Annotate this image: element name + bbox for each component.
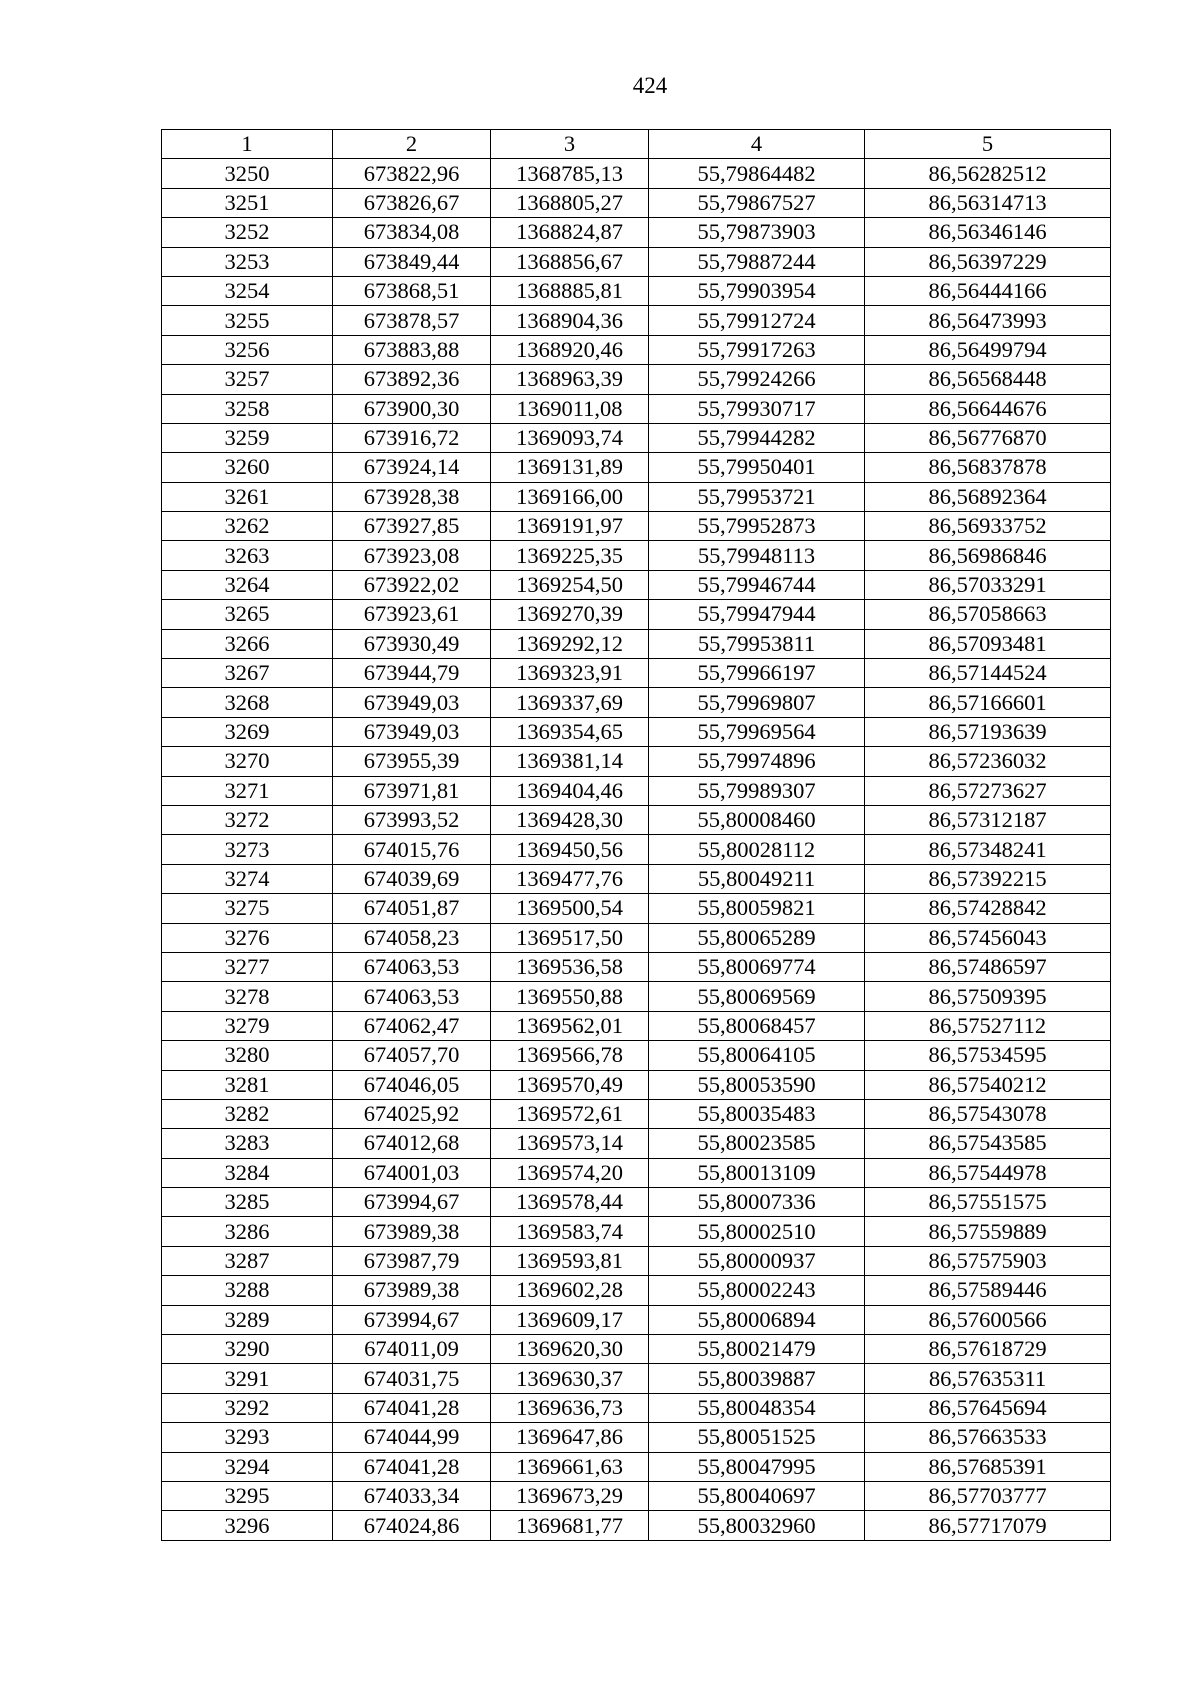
point-number-cell: 3251 <box>162 188 333 217</box>
point-number-cell: 3269 <box>162 717 333 746</box>
longitude-cell: 86,57551575 <box>865 1188 1111 1217</box>
table-row <box>162 952 1111 981</box>
x-coordinate-cell: 674015,76 <box>333 835 491 864</box>
point-number-cell: 3266 <box>162 629 333 658</box>
table-row <box>162 835 1111 864</box>
latitude-cell: 55,79948113 <box>649 541 865 570</box>
longitude-cell: 86,56473993 <box>865 306 1111 335</box>
latitude-cell: 55,80035483 <box>649 1099 865 1128</box>
point-number-cell: 3260 <box>162 453 333 482</box>
y-coordinate-cell: 1369574,20 <box>491 1158 649 1187</box>
latitude-cell: 55,80069774 <box>649 952 865 981</box>
table-row <box>162 159 1111 188</box>
longitude-cell: 86,57559889 <box>865 1217 1111 1246</box>
longitude-cell: 86,57348241 <box>865 835 1111 864</box>
y-coordinate-cell: 1369647,86 <box>491 1423 649 1452</box>
point-number-cell: 3288 <box>162 1276 333 1305</box>
point-number-cell: 3274 <box>162 864 333 893</box>
longitude-cell: 86,57273627 <box>865 776 1111 805</box>
longitude-cell: 86,57486597 <box>865 952 1111 981</box>
longitude-cell: 86,57144524 <box>865 659 1111 688</box>
x-coordinate-cell: 673822,96 <box>333 159 491 188</box>
latitude-cell: 55,79873903 <box>649 218 865 247</box>
latitude-cell: 55,80008460 <box>649 805 865 834</box>
y-coordinate-cell: 1369225,35 <box>491 541 649 570</box>
y-coordinate-cell: 1369573,14 <box>491 1129 649 1158</box>
x-coordinate-cell: 673922,02 <box>333 570 491 599</box>
table-row <box>162 923 1111 952</box>
table-body <box>162 159 1111 1540</box>
longitude-cell: 86,57703777 <box>865 1481 1111 1510</box>
latitude-cell: 55,80002510 <box>649 1217 865 1246</box>
y-coordinate-cell: 1369630,37 <box>491 1364 649 1393</box>
latitude-cell: 55,80047995 <box>649 1452 865 1481</box>
table-row <box>162 747 1111 776</box>
latitude-cell: 55,80048354 <box>649 1393 865 1422</box>
point-number-cell: 3268 <box>162 688 333 717</box>
point-number-cell: 3252 <box>162 218 333 247</box>
y-coordinate-cell: 1368963,39 <box>491 365 649 394</box>
y-coordinate-cell: 1369566,78 <box>491 1041 649 1070</box>
latitude-cell: 55,79944282 <box>649 423 865 452</box>
x-coordinate-cell: 673892,36 <box>333 365 491 394</box>
y-coordinate-cell: 1369570,49 <box>491 1070 649 1099</box>
page-number: 424 <box>632 73 668 98</box>
latitude-cell: 55,79917263 <box>649 335 865 364</box>
column-header-1: 1 <box>162 130 333 159</box>
point-number-cell: 3254 <box>162 276 333 305</box>
x-coordinate-cell: 673989,38 <box>333 1276 491 1305</box>
latitude-cell: 55,79864482 <box>649 159 865 188</box>
table-row <box>162 1305 1111 1334</box>
point-number-cell: 3253 <box>162 247 333 276</box>
point-number-cell: 3276 <box>162 923 333 952</box>
x-coordinate-cell: 673927,85 <box>333 512 491 541</box>
longitude-cell: 86,57534595 <box>865 1041 1111 1070</box>
longitude-cell: 86,57600566 <box>865 1305 1111 1334</box>
longitude-cell: 86,56986846 <box>865 541 1111 570</box>
table-row <box>162 1041 1111 1070</box>
latitude-cell: 55,80068457 <box>649 1011 865 1040</box>
y-coordinate-cell: 1369093,74 <box>491 423 649 452</box>
y-coordinate-cell: 1369550,88 <box>491 982 649 1011</box>
longitude-cell: 86,57093481 <box>865 629 1111 658</box>
latitude-cell: 55,80023585 <box>649 1129 865 1158</box>
x-coordinate-cell: 674063,53 <box>333 982 491 1011</box>
latitude-cell: 55,79989307 <box>649 776 865 805</box>
table-row <box>162 1158 1111 1187</box>
point-number-cell: 3250 <box>162 159 333 188</box>
latitude-cell: 55,79930717 <box>649 394 865 423</box>
point-number-cell: 3290 <box>162 1335 333 1364</box>
latitude-cell: 55,80021479 <box>649 1335 865 1364</box>
longitude-cell: 86,56314713 <box>865 188 1111 217</box>
x-coordinate-cell: 673949,03 <box>333 717 491 746</box>
latitude-cell: 55,80040697 <box>649 1481 865 1510</box>
latitude-cell: 55,79867527 <box>649 188 865 217</box>
x-coordinate-cell: 673989,38 <box>333 1217 491 1246</box>
y-coordinate-cell: 1369517,50 <box>491 923 649 952</box>
latitude-cell: 55,80028112 <box>649 835 865 864</box>
y-coordinate-cell: 1369673,29 <box>491 1481 649 1510</box>
x-coordinate-cell: 674012,68 <box>333 1129 491 1158</box>
table-row <box>162 570 1111 599</box>
longitude-cell: 86,57527112 <box>865 1011 1111 1040</box>
table-row <box>162 1217 1111 1246</box>
point-number-cell: 3271 <box>162 776 333 805</box>
y-coordinate-cell: 1369450,56 <box>491 835 649 864</box>
point-number-cell: 3258 <box>162 394 333 423</box>
latitude-cell: 55,80000937 <box>649 1246 865 1275</box>
x-coordinate-cell: 673923,61 <box>333 600 491 629</box>
point-number-cell: 3292 <box>162 1393 333 1422</box>
table-row <box>162 1188 1111 1217</box>
point-number-cell: 3255 <box>162 306 333 335</box>
point-number-cell: 3285 <box>162 1188 333 1217</box>
longitude-cell: 86,57635311 <box>865 1364 1111 1393</box>
x-coordinate-cell: 674031,75 <box>333 1364 491 1393</box>
latitude-cell: 55,79966197 <box>649 659 865 688</box>
y-coordinate-cell: 1369011,08 <box>491 394 649 423</box>
longitude-cell: 86,57166601 <box>865 688 1111 717</box>
table-row <box>162 1481 1111 1510</box>
longitude-cell: 86,57543078 <box>865 1099 1111 1128</box>
longitude-cell: 86,57033291 <box>865 570 1111 599</box>
table-row <box>162 423 1111 452</box>
longitude-cell: 86,57193639 <box>865 717 1111 746</box>
x-coordinate-cell: 673868,51 <box>333 276 491 305</box>
table-row <box>162 453 1111 482</box>
point-number-cell: 3265 <box>162 600 333 629</box>
table-row <box>162 394 1111 423</box>
column-header-3: 3 <box>491 130 649 159</box>
latitude-cell: 55,80013109 <box>649 1158 865 1187</box>
point-number-cell: 3261 <box>162 482 333 511</box>
latitude-cell: 55,79953811 <box>649 629 865 658</box>
column-header-5: 5 <box>865 130 1111 159</box>
table-row <box>162 1129 1111 1158</box>
x-coordinate-cell: 674063,53 <box>333 952 491 981</box>
x-coordinate-cell: 674024,86 <box>333 1511 491 1540</box>
x-coordinate-cell: 673949,03 <box>333 688 491 717</box>
longitude-cell: 86,56892364 <box>865 482 1111 511</box>
table-row <box>162 1276 1111 1305</box>
point-number-cell: 3277 <box>162 952 333 981</box>
longitude-cell: 86,57428842 <box>865 894 1111 923</box>
x-coordinate-cell: 673987,79 <box>333 1246 491 1275</box>
x-coordinate-cell: 674011,09 <box>333 1335 491 1364</box>
x-coordinate-cell: 673834,08 <box>333 218 491 247</box>
point-number-cell: 3279 <box>162 1011 333 1040</box>
x-coordinate-cell: 674039,69 <box>333 864 491 893</box>
latitude-cell: 55,79969807 <box>649 688 865 717</box>
x-coordinate-cell: 673900,30 <box>333 394 491 423</box>
table-row <box>162 688 1111 717</box>
table-row <box>162 600 1111 629</box>
x-coordinate-cell: 674041,28 <box>333 1452 491 1481</box>
table-row <box>162 1099 1111 1128</box>
point-number-cell: 3293 <box>162 1423 333 1452</box>
y-coordinate-cell: 1368824,87 <box>491 218 649 247</box>
point-number-cell: 3263 <box>162 541 333 570</box>
x-coordinate-cell: 674044,99 <box>333 1423 491 1452</box>
latitude-cell: 55,80053590 <box>649 1070 865 1099</box>
point-number-cell: 3281 <box>162 1070 333 1099</box>
longitude-cell: 86,57618729 <box>865 1335 1111 1364</box>
point-number-cell: 3275 <box>162 894 333 923</box>
y-coordinate-cell: 1369404,46 <box>491 776 649 805</box>
table-row <box>162 629 1111 658</box>
longitude-cell: 86,57236032 <box>865 747 1111 776</box>
longitude-cell: 86,56568448 <box>865 365 1111 394</box>
latitude-cell: 55,79969564 <box>649 717 865 746</box>
point-number-cell: 3256 <box>162 335 333 364</box>
y-coordinate-cell: 1368856,67 <box>491 247 649 276</box>
point-number-cell: 3284 <box>162 1158 333 1187</box>
latitude-cell: 55,79903954 <box>649 276 865 305</box>
longitude-cell: 86,56499794 <box>865 335 1111 364</box>
x-coordinate-cell: 673878,57 <box>333 306 491 335</box>
latitude-cell: 55,79946744 <box>649 570 865 599</box>
y-coordinate-cell: 1369572,61 <box>491 1099 649 1128</box>
coordinates-table <box>161 129 1111 1541</box>
point-number-cell: 3278 <box>162 982 333 1011</box>
table-row <box>162 541 1111 570</box>
y-coordinate-cell: 1369661,63 <box>491 1452 649 1481</box>
table-row <box>162 1011 1111 1040</box>
latitude-cell: 55,79953721 <box>649 482 865 511</box>
point-number-cell: 3264 <box>162 570 333 599</box>
y-coordinate-cell: 1368885,81 <box>491 276 649 305</box>
point-number-cell: 3270 <box>162 747 333 776</box>
x-coordinate-cell: 673928,38 <box>333 482 491 511</box>
latitude-cell: 55,80065289 <box>649 923 865 952</box>
y-coordinate-cell: 1369578,44 <box>491 1188 649 1217</box>
point-number-cell: 3262 <box>162 512 333 541</box>
point-number-cell: 3295 <box>162 1481 333 1510</box>
y-coordinate-cell: 1369602,28 <box>491 1276 649 1305</box>
longitude-cell: 86,57575903 <box>865 1246 1111 1275</box>
longitude-cell: 86,57312187 <box>865 805 1111 834</box>
x-coordinate-cell: 673944,79 <box>333 659 491 688</box>
x-coordinate-cell: 674001,03 <box>333 1158 491 1187</box>
table-row <box>162 659 1111 688</box>
x-coordinate-cell: 673916,72 <box>333 423 491 452</box>
longitude-cell: 86,56282512 <box>865 159 1111 188</box>
latitude-cell: 55,80002243 <box>649 1276 865 1305</box>
table-row <box>162 1070 1111 1099</box>
y-coordinate-cell: 1369292,12 <box>491 629 649 658</box>
table-row <box>162 365 1111 394</box>
table-row <box>162 512 1111 541</box>
y-coordinate-cell: 1369270,39 <box>491 600 649 629</box>
x-coordinate-cell: 673924,14 <box>333 453 491 482</box>
x-coordinate-cell: 673994,67 <box>333 1305 491 1334</box>
table-row <box>162 1452 1111 1481</box>
y-coordinate-cell: 1369609,17 <box>491 1305 649 1334</box>
latitude-cell: 55,79912724 <box>649 306 865 335</box>
point-number-cell: 3294 <box>162 1452 333 1481</box>
y-coordinate-cell: 1369500,54 <box>491 894 649 923</box>
point-number-cell: 3280 <box>162 1041 333 1070</box>
column-header-4: 4 <box>649 130 865 159</box>
latitude-cell: 55,79950401 <box>649 453 865 482</box>
latitude-cell: 55,80006894 <box>649 1305 865 1334</box>
x-coordinate-cell: 674046,05 <box>333 1070 491 1099</box>
table-row <box>162 276 1111 305</box>
table-row <box>162 894 1111 923</box>
y-coordinate-cell: 1369381,14 <box>491 747 649 776</box>
table-row <box>162 335 1111 364</box>
table-row <box>162 247 1111 276</box>
y-coordinate-cell: 1369166,00 <box>491 482 649 511</box>
y-coordinate-cell: 1369681,77 <box>491 1511 649 1540</box>
latitude-cell: 55,79974896 <box>649 747 865 776</box>
longitude-cell: 86,57392215 <box>865 864 1111 893</box>
latitude-cell: 55,80059821 <box>649 894 865 923</box>
x-coordinate-cell: 673930,49 <box>333 629 491 658</box>
y-coordinate-cell: 1368805,27 <box>491 188 649 217</box>
latitude-cell: 55,80032960 <box>649 1511 865 1540</box>
x-coordinate-cell: 673994,67 <box>333 1188 491 1217</box>
y-coordinate-cell: 1369620,30 <box>491 1335 649 1364</box>
table-row <box>162 1335 1111 1364</box>
y-coordinate-cell: 1369583,74 <box>491 1217 649 1246</box>
x-coordinate-cell: 673849,44 <box>333 247 491 276</box>
x-coordinate-cell: 674041,28 <box>333 1393 491 1422</box>
y-coordinate-cell: 1369354,65 <box>491 717 649 746</box>
point-number-cell: 3289 <box>162 1305 333 1334</box>
point-number-cell: 3259 <box>162 423 333 452</box>
y-coordinate-cell: 1368920,46 <box>491 335 649 364</box>
x-coordinate-cell: 673971,81 <box>333 776 491 805</box>
y-coordinate-cell: 1369323,91 <box>491 659 649 688</box>
table-row <box>162 1246 1111 1275</box>
x-coordinate-cell: 673993,52 <box>333 805 491 834</box>
longitude-cell: 86,56644676 <box>865 394 1111 423</box>
point-number-cell: 3257 <box>162 365 333 394</box>
y-coordinate-cell: 1368904,36 <box>491 306 649 335</box>
table-row <box>162 306 1111 335</box>
longitude-cell: 86,57685391 <box>865 1452 1111 1481</box>
x-coordinate-cell: 673955,39 <box>333 747 491 776</box>
y-coordinate-cell: 1369562,01 <box>491 1011 649 1040</box>
longitude-cell: 86,57543585 <box>865 1129 1111 1158</box>
point-number-cell: 3283 <box>162 1129 333 1158</box>
x-coordinate-cell: 674025,92 <box>333 1099 491 1128</box>
latitude-cell: 55,80039887 <box>649 1364 865 1393</box>
longitude-cell: 86,56346146 <box>865 218 1111 247</box>
y-coordinate-cell: 1369636,73 <box>491 1393 649 1422</box>
x-coordinate-cell: 674033,34 <box>333 1481 491 1510</box>
x-coordinate-cell: 674058,23 <box>333 923 491 952</box>
table-row <box>162 1393 1111 1422</box>
latitude-cell: 55,79887244 <box>649 247 865 276</box>
longitude-cell: 86,57544978 <box>865 1158 1111 1187</box>
y-coordinate-cell: 1369191,97 <box>491 512 649 541</box>
y-coordinate-cell: 1369337,69 <box>491 688 649 717</box>
table-row <box>162 1364 1111 1393</box>
longitude-cell: 86,57663533 <box>865 1423 1111 1452</box>
point-number-cell: 3273 <box>162 835 333 864</box>
latitude-cell: 55,80064105 <box>649 1041 865 1070</box>
point-number-cell: 3296 <box>162 1511 333 1540</box>
longitude-cell: 86,57509395 <box>865 982 1111 1011</box>
latitude-cell: 55,80051525 <box>649 1423 865 1452</box>
point-number-cell: 3287 <box>162 1246 333 1275</box>
point-number-cell: 3282 <box>162 1099 333 1128</box>
x-coordinate-cell: 674057,70 <box>333 1041 491 1070</box>
y-coordinate-cell: 1369254,50 <box>491 570 649 599</box>
table-row <box>162 482 1111 511</box>
table-row <box>162 1423 1111 1452</box>
x-coordinate-cell: 674051,87 <box>333 894 491 923</box>
point-number-cell: 3272 <box>162 805 333 834</box>
table-row <box>162 864 1111 893</box>
longitude-cell: 86,56444166 <box>865 276 1111 305</box>
longitude-cell: 86,57589446 <box>865 1276 1111 1305</box>
table-row <box>162 218 1111 247</box>
longitude-cell: 86,56837878 <box>865 453 1111 482</box>
latitude-cell: 55,80007336 <box>649 1188 865 1217</box>
longitude-cell: 86,57058663 <box>865 600 1111 629</box>
longitude-cell: 86,56776870 <box>865 423 1111 452</box>
latitude-cell: 55,79947944 <box>649 600 865 629</box>
longitude-cell: 86,56397229 <box>865 247 1111 276</box>
longitude-cell: 86,56933752 <box>865 512 1111 541</box>
table-row <box>162 805 1111 834</box>
table-row <box>162 982 1111 1011</box>
x-coordinate-cell: 673826,67 <box>333 188 491 217</box>
y-coordinate-cell: 1369536,58 <box>491 952 649 981</box>
x-coordinate-cell: 673923,08 <box>333 541 491 570</box>
column-header-2: 2 <box>333 130 491 159</box>
x-coordinate-cell: 673883,88 <box>333 335 491 364</box>
point-number-cell: 3286 <box>162 1217 333 1246</box>
latitude-cell: 55,79924266 <box>649 365 865 394</box>
y-coordinate-cell: 1369593,81 <box>491 1246 649 1275</box>
table-row <box>162 776 1111 805</box>
latitude-cell: 55,80069569 <box>649 982 865 1011</box>
y-coordinate-cell: 1368785,13 <box>491 159 649 188</box>
table-header-row <box>162 130 1111 159</box>
table-row <box>162 1511 1111 1540</box>
y-coordinate-cell: 1369477,76 <box>491 864 649 893</box>
point-number-cell: 3267 <box>162 659 333 688</box>
longitude-cell: 86,57540212 <box>865 1070 1111 1099</box>
x-coordinate-cell: 674062,47 <box>333 1011 491 1040</box>
table-row <box>162 188 1111 217</box>
table-row <box>162 717 1111 746</box>
latitude-cell: 55,79952873 <box>649 512 865 541</box>
y-coordinate-cell: 1369131,89 <box>491 453 649 482</box>
y-coordinate-cell: 1369428,30 <box>491 805 649 834</box>
longitude-cell: 86,57456043 <box>865 923 1111 952</box>
longitude-cell: 86,57717079 <box>865 1511 1111 1540</box>
point-number-cell: 3291 <box>162 1364 333 1393</box>
longitude-cell: 86,57645694 <box>865 1393 1111 1422</box>
latitude-cell: 55,80049211 <box>649 864 865 893</box>
